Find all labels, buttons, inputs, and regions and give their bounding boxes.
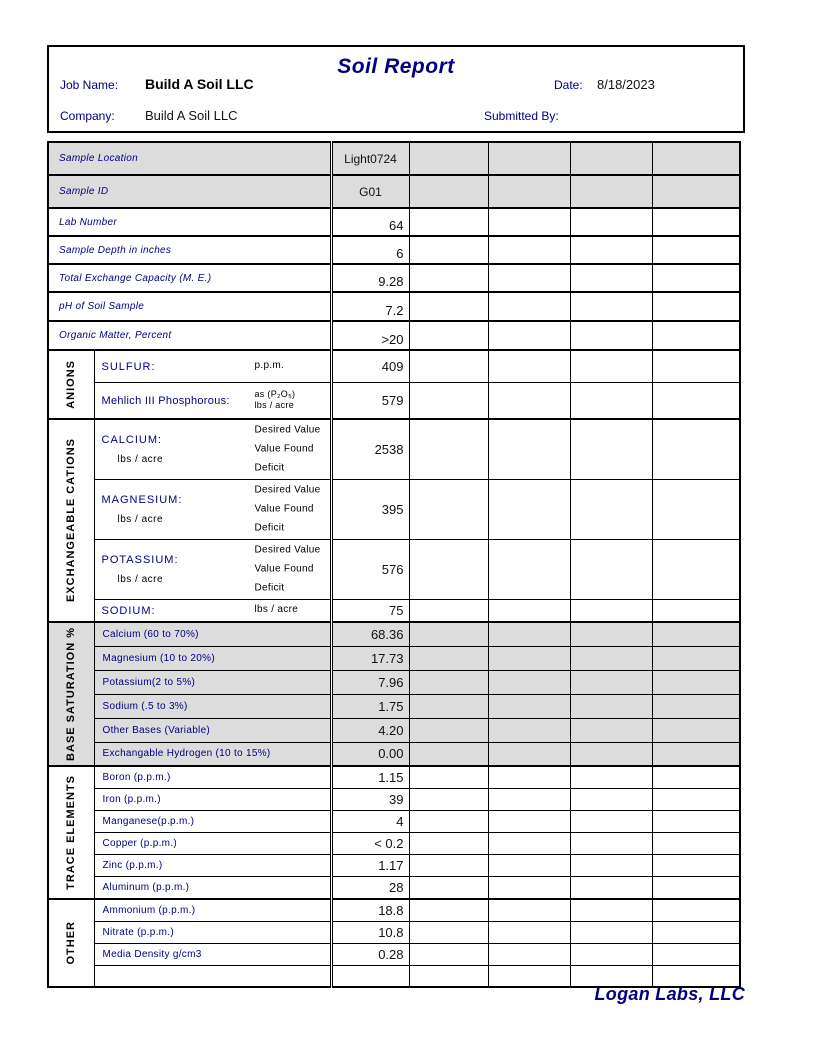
desired-value-label: Desired Value [254, 424, 321, 436]
cell-empty [409, 539, 488, 599]
cell-empty [409, 854, 488, 876]
cell-empty [570, 766, 652, 788]
section-title: OTHER [65, 921, 78, 965]
cell-empty [652, 670, 740, 694]
cell-empty [409, 292, 488, 321]
cell-empty [488, 292, 570, 321]
value-calcium-saturation: 68.36 [331, 622, 409, 646]
analyte-name: MAGNESIUM: [101, 494, 183, 506]
table-row [48, 921, 740, 943]
section-title: BASE SATURATION % [65, 627, 78, 761]
value-ammonium: 18.8 [331, 899, 409, 921]
date-label: Date: [554, 78, 583, 92]
analyte-label-calcium [94, 419, 331, 479]
cell-empty [570, 646, 652, 670]
cell-empty [488, 766, 570, 788]
cell-empty [409, 694, 488, 718]
deficit-label: Deficit [254, 462, 285, 474]
job-name-value: Build A Soil LLC [145, 76, 254, 92]
cell-empty [488, 479, 570, 539]
cell-empty [652, 742, 740, 766]
table-row [48, 208, 740, 236]
analyte-name: POTASSIUM: [101, 554, 179, 566]
value-total-exchange-capacity: 9.28 [331, 264, 409, 292]
cell-empty [488, 646, 570, 670]
cell-empty [409, 876, 488, 899]
row-label-manganese: Manganese(p.p.m.) [94, 810, 331, 832]
table-row [48, 321, 740, 350]
value-lab-number: 64 [331, 208, 409, 236]
section-label-anions [48, 350, 94, 419]
cell-empty [570, 208, 652, 236]
analyte-unit: lbs / acre [117, 454, 164, 466]
analyte-name: Mehlich III Phosphorous: [101, 395, 230, 408]
submitted-by-label: Submitted By: [484, 109, 559, 123]
cell-empty [652, 832, 740, 854]
analyte-label-sodium [94, 599, 331, 622]
cell-empty [488, 854, 570, 876]
cell-empty [488, 718, 570, 742]
value-magnesium-saturation: 17.73 [331, 646, 409, 670]
cell-empty [570, 539, 652, 599]
cell-empty [570, 622, 652, 646]
cell-empty [652, 622, 740, 646]
table-row [48, 539, 740, 599]
row-label-other-bases: Other Bases (Variable) [94, 718, 331, 742]
cell-empty [570, 419, 652, 479]
cell-empty [488, 810, 570, 832]
row-label-nitrate: Nitrate (p.p.m.) [94, 921, 331, 943]
section-label-exchangeable-cations [48, 419, 94, 622]
cell-empty [409, 479, 488, 539]
value-media-density: 0.28 [331, 943, 409, 965]
row-label-zinc: Zinc (p.p.m.) [94, 854, 331, 876]
value-ph: 7.2 [331, 292, 409, 321]
table-row [48, 718, 740, 742]
value-sample-id: G01 [331, 175, 409, 208]
cell-empty [652, 321, 740, 350]
cell-empty [570, 350, 652, 382]
table-row [48, 646, 740, 670]
desired-found-deficit [255, 481, 321, 538]
table-row [48, 236, 740, 264]
value-found-label: Value Found [254, 503, 314, 515]
cell-empty [488, 142, 570, 175]
cell-empty [488, 208, 570, 236]
analyte-unit: p.p.m. [254, 360, 285, 372]
cell-empty [488, 350, 570, 382]
analyte-unit [255, 389, 296, 411]
value-potassium: 576 [331, 539, 409, 599]
cell-empty [570, 236, 652, 264]
cell-empty [652, 539, 740, 599]
row-label-magnesium-saturation: Magnesium (10 to 20%) [94, 646, 331, 670]
value-sodium-saturation: 1.75 [331, 694, 409, 718]
cell-empty [570, 694, 652, 718]
cell-empty [570, 810, 652, 832]
row-label-sodium-saturation: Sodium (.5 to 3%) [94, 694, 331, 718]
cell-empty [652, 943, 740, 965]
cell-empty [488, 788, 570, 810]
table-row [48, 670, 740, 694]
desired-value-label: Desired Value [254, 484, 321, 496]
cell-empty [570, 788, 652, 810]
section-label-other [48, 899, 94, 987]
cell-empty [652, 854, 740, 876]
cell-empty [570, 742, 652, 766]
analyte-unit: lbs / acre [117, 514, 164, 525]
cell-empty [652, 292, 740, 321]
cell-empty [409, 788, 488, 810]
value-organic-matter: >20 [331, 321, 409, 350]
row-label-boron: Boron (p.p.m.) [94, 766, 331, 788]
cell-empty [409, 766, 488, 788]
cell-empty [488, 382, 570, 419]
cell-empty [409, 236, 488, 264]
cell-empty [652, 208, 740, 236]
analyte-unit: lbs / acre [117, 574, 164, 585]
row-label-potassium-saturation: Potassium(2 to 5%) [94, 670, 331, 694]
analyte-unit: lbs / acre [254, 604, 299, 616]
info-label-lab-number: Lab Number [48, 208, 331, 236]
cell-empty [409, 646, 488, 670]
table-row [48, 899, 740, 921]
value-other-bases: 4.20 [331, 718, 409, 742]
cell-empty [570, 479, 652, 539]
cell-empty [488, 539, 570, 599]
cell-empty [409, 419, 488, 479]
cell-empty [488, 236, 570, 264]
cell-empty [570, 718, 652, 742]
table-row [48, 943, 740, 965]
cell-empty [570, 292, 652, 321]
analyte-label-potassium [94, 539, 331, 599]
value-sample-depth: 6 [331, 236, 409, 264]
cell-empty [409, 718, 488, 742]
cell-empty [488, 899, 570, 921]
cell-empty [570, 670, 652, 694]
cell-empty [409, 670, 488, 694]
value-found-label: Value Found [254, 563, 314, 575]
cell-empty [409, 810, 488, 832]
cell-empty [652, 175, 740, 208]
row-label-aluminum: Aluminum (p.p.m.) [94, 876, 331, 899]
cell-empty [409, 622, 488, 646]
cell-empty [488, 832, 570, 854]
analyte-label-magnesium [94, 479, 331, 539]
cell-empty [652, 479, 740, 539]
table-row [48, 382, 740, 419]
info-label-sample-depth: Sample Depth in inches [48, 236, 331, 264]
row-label-exchangable-hydrogen: Exchangable Hydrogen (10 to 15%) [94, 742, 331, 766]
cell-empty [652, 788, 740, 810]
cell-empty [409, 175, 488, 208]
cell-empty [409, 350, 488, 382]
cell-empty [570, 321, 652, 350]
info-label-organic-matter: Organic Matter, Percent [48, 321, 331, 350]
value-exchangable-hydrogen: 0.00 [331, 742, 409, 766]
cell-empty [488, 876, 570, 899]
lab-name: Logan Labs, LLC [594, 984, 745, 1004]
cell-empty [409, 832, 488, 854]
cell-empty [570, 142, 652, 175]
cell-empty [488, 943, 570, 965]
cell-empty [409, 321, 488, 350]
unit-line-1: as (P₂O₅) [254, 389, 296, 400]
table-row [48, 175, 740, 208]
cell-empty [652, 236, 740, 264]
table-row [48, 766, 740, 788]
cell-empty [409, 382, 488, 419]
table-row [48, 292, 740, 321]
cell-empty [570, 832, 652, 854]
date-value: 8/18/2023 [597, 77, 655, 92]
cell-empty [652, 921, 740, 943]
value-nitrate: 10.8 [331, 921, 409, 943]
cell-empty [409, 943, 488, 965]
value-boron: 1.15 [331, 766, 409, 788]
analyte-label-sulfur [94, 350, 331, 382]
section-label-base-saturation [48, 622, 94, 766]
soil-data-table [47, 141, 741, 988]
cell-empty [570, 876, 652, 899]
row-label-media-density: Media Density g/cm3 [94, 943, 331, 965]
info-label-sample-location: Sample Location [48, 142, 331, 175]
cell-empty [652, 142, 740, 175]
table-row [48, 419, 740, 479]
table-row [48, 622, 740, 646]
table-row [48, 142, 740, 175]
analyte-label-phosphorous [94, 382, 331, 419]
value-magnesium: 395 [331, 479, 409, 539]
cell-empty [570, 175, 652, 208]
cell-empty [652, 694, 740, 718]
cell-empty [652, 718, 740, 742]
cell-empty [409, 742, 488, 766]
table-row [48, 876, 740, 899]
cell-empty [409, 142, 488, 175]
table-row [48, 742, 740, 766]
cell-empty [652, 350, 740, 382]
deficit-label: Deficit [254, 582, 285, 594]
row-label-ammonium: Ammonium (p.p.m.) [94, 899, 331, 921]
cell-empty [570, 599, 652, 622]
company-value: Build A Soil LLC [145, 108, 238, 123]
table-row [48, 350, 740, 382]
cell-empty [488, 419, 570, 479]
analyte-name: CALCIUM: [101, 434, 163, 447]
cell-empty [488, 321, 570, 350]
cell-empty [652, 876, 740, 899]
cell-empty [488, 921, 570, 943]
cell-empty [652, 646, 740, 670]
cell-empty [488, 264, 570, 292]
table-row [48, 788, 740, 810]
cell-empty [652, 599, 740, 622]
cell-empty [409, 921, 488, 943]
table-row [48, 854, 740, 876]
row-label-calcium-saturation: Calcium (60 to 70%) [94, 622, 331, 646]
cell-empty [652, 382, 740, 419]
cell-empty [652, 766, 740, 788]
cell-empty [488, 670, 570, 694]
table-row [48, 479, 740, 539]
value-copper: < 0.2 [331, 832, 409, 854]
cell-empty [570, 854, 652, 876]
page-title: Soil Report [337, 55, 455, 78]
row-label-copper: Copper (p.p.m.) [94, 832, 331, 854]
info-label-sample-id: Sample ID [48, 175, 331, 208]
value-manganese: 4 [331, 810, 409, 832]
cell-empty [570, 921, 652, 943]
value-zinc: 1.17 [331, 854, 409, 876]
value-found-label: Value Found [254, 443, 314, 455]
cell-empty [409, 208, 488, 236]
unit-line-2: lbs / acre [254, 400, 295, 411]
table-row [48, 832, 740, 854]
value-iron: 39 [331, 788, 409, 810]
value-sample-location: Light0724 [331, 142, 409, 175]
table-row [48, 264, 740, 292]
job-name-label: Job Name: [60, 78, 119, 92]
cell-empty [488, 175, 570, 208]
table-row [48, 810, 740, 832]
desired-found-deficit [255, 421, 321, 478]
analyte-name: SODIUM: [101, 605, 156, 618]
table-row [48, 599, 740, 622]
cell-empty [488, 694, 570, 718]
company-label: Company: [60, 109, 115, 123]
section-title: TRACE ELEMENTS [65, 775, 78, 890]
value-sulfur: 409 [331, 350, 409, 382]
section-title: ANIONS [65, 360, 78, 409]
info-label-total-exchange-capacity: Total Exchange Capacity (M. E.) [48, 264, 331, 292]
cell-empty [570, 382, 652, 419]
cell-empty [652, 899, 740, 921]
cell-empty [409, 599, 488, 622]
report-header [47, 45, 745, 133]
value-potassium-saturation: 7.96 [331, 670, 409, 694]
cell-empty [488, 599, 570, 622]
cell-empty [570, 264, 652, 292]
cell-empty [570, 943, 652, 965]
table-row [48, 694, 740, 718]
analyte-name: SULFUR: [101, 361, 156, 374]
value-phosphorous: 579 [331, 382, 409, 419]
desired-value-label: Desired Value [254, 544, 321, 556]
section-label-trace-elements [48, 766, 94, 899]
cell-empty [652, 419, 740, 479]
value-aluminum: 28 [331, 876, 409, 899]
info-label-ph: pH of Soil Sample [48, 292, 331, 321]
cell-empty [409, 899, 488, 921]
deficit-label: Deficit [254, 522, 285, 534]
section-title: EXCHANGEABLE CATIONS [65, 438, 78, 603]
cell-empty [652, 264, 740, 292]
value-sodium: 75 [331, 599, 409, 622]
desired-found-deficit [255, 541, 321, 598]
cell-empty [652, 810, 740, 832]
value-calcium: 2538 [331, 419, 409, 479]
cell-empty [488, 742, 570, 766]
cell-empty [488, 622, 570, 646]
row-label-iron: Iron (p.p.m.) [94, 788, 331, 810]
cell-empty [409, 264, 488, 292]
cell-empty [570, 899, 652, 921]
